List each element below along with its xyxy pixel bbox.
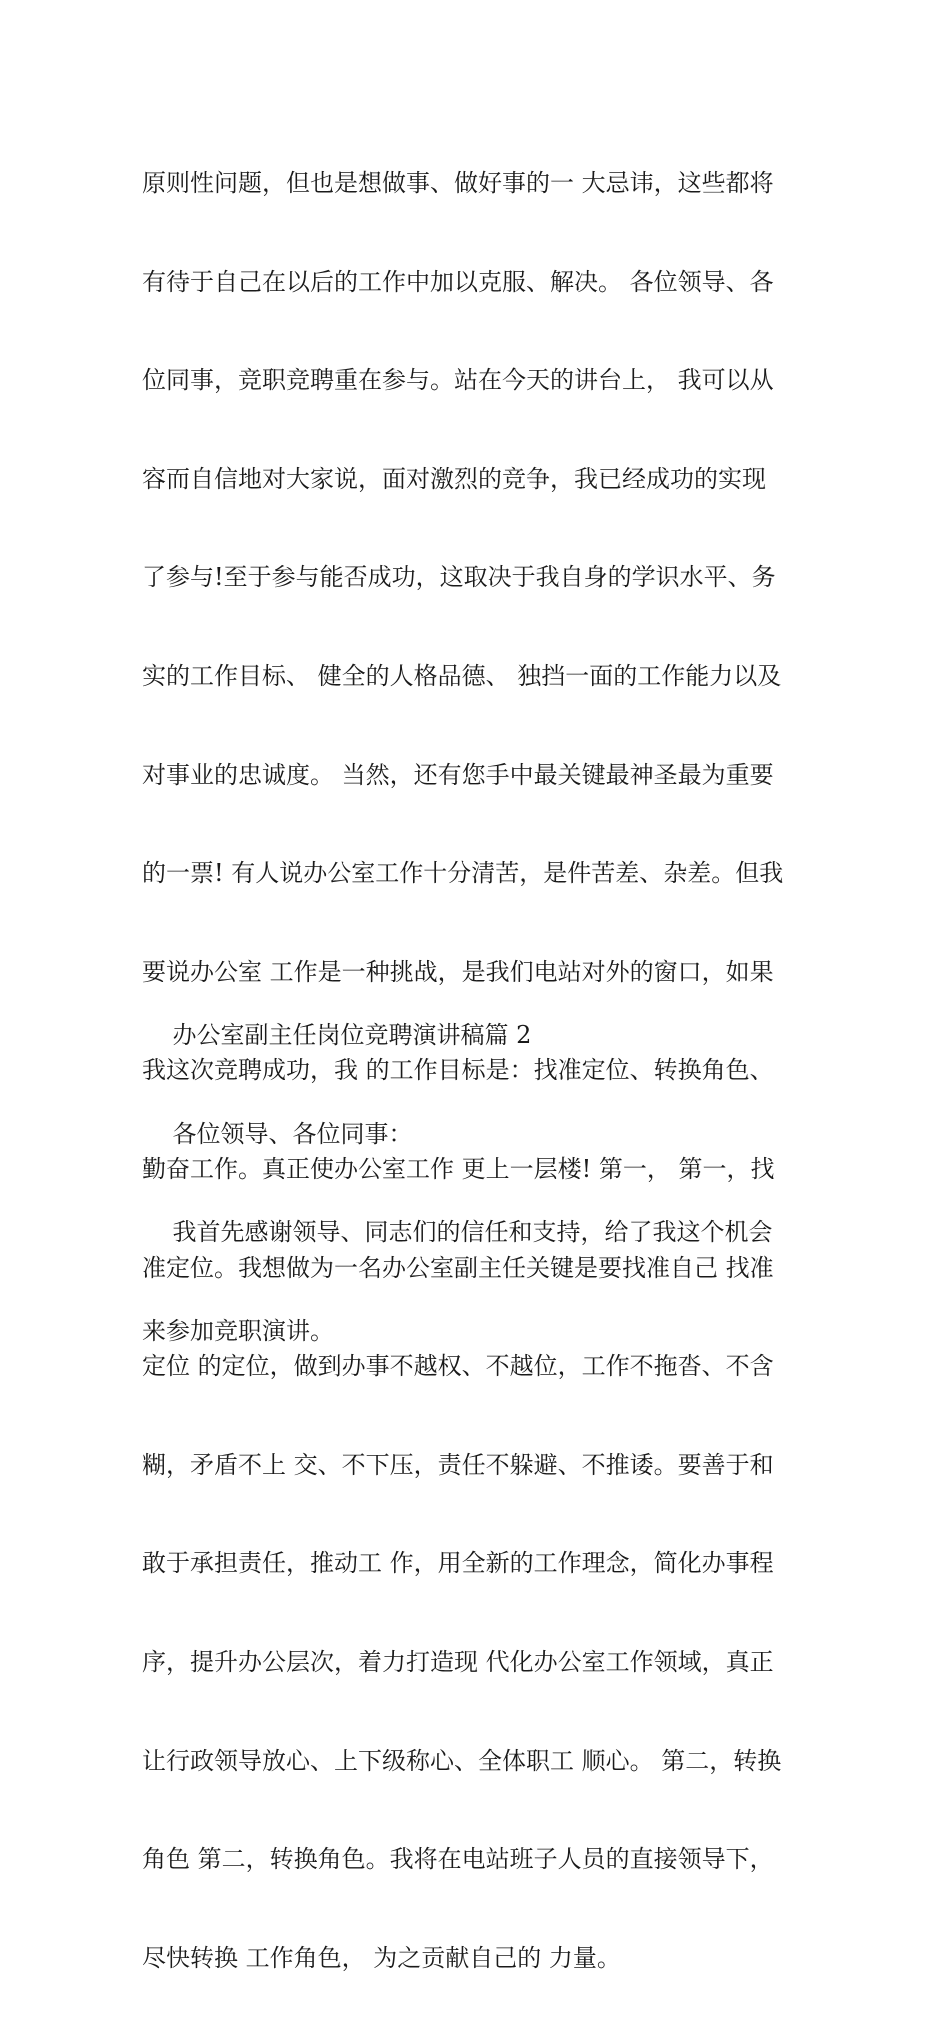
body-line: 容而自信地对大家说，面对激烈的竞争，我已经成功的实现 (142, 464, 766, 493)
body-line: 角色 第二，转换角色。我将在电站班子人员的直接领导下， (142, 1845, 774, 1874)
section-2 (142, 958, 822, 1408)
body-line: 原则性问题，但也是想做事、做好事的一 大忌讳，这些都将 (142, 169, 774, 197)
body-line: 了参与!至于参与能否成功，这取决于我自身的学识水平、务 (142, 563, 776, 592)
body-line: 定位 的定位，做到办事不越权、不越位，工作不拖沓、不含 (142, 1352, 774, 1381)
body-line: 准定位。我想做为一名办公室副主任关键是要找准自己 找准 (142, 1253, 774, 1282)
body-line: 让行政领导放心、上下级称心、全体职工 顺心。 第二，转换 (142, 1746, 782, 1775)
body-line: 对事业的忠诚度。 当然，还有您手中最关键最神圣最为重要 (142, 760, 774, 789)
body-line: 我这次竞聘成功，我 的工作目标是：找准定位、转换角色、 (142, 1056, 774, 1085)
body-line: 我首先感谢领导、同志们的信任和支持，给了我这个机会 (142, 1218, 773, 1247)
body-line: 要说办公室 工作是一种挑战，是我们电站对外的窗口，如果 (142, 957, 774, 986)
body-line: 位同事，竞职竞聘重在参与。站在今天的讲台上， 我可以从 (142, 366, 774, 395)
salutation-line: 各位领导、各位同事： (142, 1119, 413, 1148)
body-line: 敢于承担责任，推动工 作，用全新的工作理念，简化办事程 (142, 1549, 774, 1578)
body-line: 来参加竞职演讲。 (142, 1316, 334, 1345)
body-line: 糊，矛盾不上 交、不下压，责任不躲避、不推诿。要善于和 (142, 1450, 774, 1479)
body-line: 序，提升办公层次，着力打造现 代化办公室工作领域，真正 (142, 1647, 774, 1676)
body-line: 实的工作目标、 健全的人格品德、 独挡一面的工作能力以及 (142, 661, 782, 690)
body-line: 勤奋工作。真正使办公室工作 更上一层楼! 第一， 第一，找 (142, 1154, 775, 1183)
section-title: 办公室副主任岗位竞聘演讲稿篇 2 (142, 1021, 532, 1049)
body-line: 的一票! 有人说办公室工作十分清苦，是件苦差、杂差。但我 (142, 859, 784, 888)
body-line: 尽快转换 工作角色， 为之贡献自己的 力量。 (142, 1943, 621, 1972)
body-line: 有待于自己在以后的工作中加以克服、解决。 各位领导、各 (142, 267, 774, 296)
